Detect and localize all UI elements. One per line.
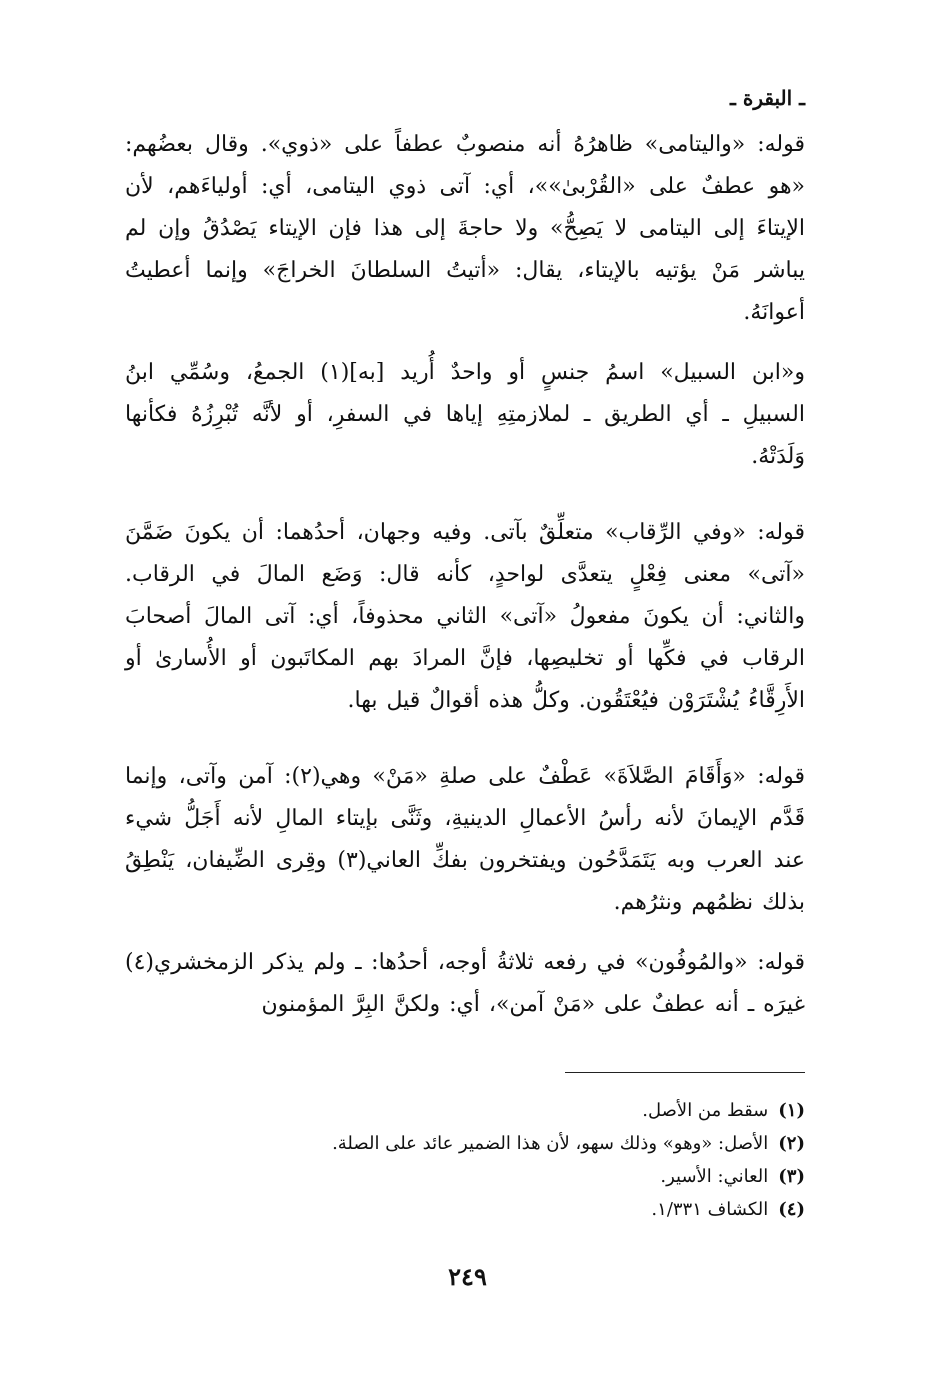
footnote-separator [565,1072,805,1073]
footnote-text: الأصل: «وهو» وذلك سهو، لأن هذا الضمير عائد على الصلة. [332,1133,769,1154]
footnote-item [125,1160,805,1193]
footnotes [125,1094,805,1226]
footnote-item [125,1094,805,1127]
footnote-number: (١) [778,1100,805,1121]
paragraph-al-mufun: قوله: «والمُوفُون» في رفعه ثلاثةُ أوجه، أحدُها: ـ ولم يذكر الزمخشري(٤) غيرَه ـ أنه عطفٌ على «مَنْ آمن»، أي: ولكنَّ البِرَّ المؤمنون [125,950,805,1017]
paragraph-aqama-al-salat: قوله: «وَأَقَامَ الصَّلاَةَ» عَطْفٌ على صلةِ «مَنْ» وهي(٢): آمن وآتى، وإنما قَدَّم الإيمانَ لأنه رأسُ الأعمالِ الدينيةِ، وثَنَّى بإيتاء المالِ لأنه أَجَلُّ شيء عند العرب وبه يَتَمَدَّحُون ويفتخرون بفكِّ العاني(٣) وقِرى الضِّيفان، يَنْطِقُ بذلك نظمُهم ونثرُهم. [125,764,805,915]
paragraph-al-riqab: قوله: «وفي الرِّقاب» متعلِّقٌ بآتى. وفيه وجهان، أحدُهما: أن يكونَ ضَمَّنَ «آتى» معنى فِعْلٍ يتعدَّى لواحدٍ، كأنه قال: وَضَع المالَ في الرقاب. والثاني: أن يكونَ مفعولُ «آتى» الثاني محذوفاً، أي: آتى المالَ أصحابَ الرقاب في فكِّها أو تخليصِها، فإنَّ المرادَ بهم المكاتَبون أو الأُسارىٰ أو الأَرِقَّاءُ يُشْتَرَوْن فيُعْتَقُون. وكلُّ هذه أقوالٌ قيل بها. [125,520,805,713]
footnote-text: الكشاف ١/٣٣١. [651,1199,769,1220]
running-head: ـ البقرة ـ [730,86,805,110]
paragraph-ibn-al-sabil: و«ابن السبيل» اسمُ جنسٍ أو واحدٌ أُريد [به](١) الجمعُ، وسُمِّي ابنُ السبيلِ ـ أي الطريق ـ لملازمتِهِ إياها في السفرِ، أو لأنَّه تُبْرِزُهُ فكأنها وَلَدَتْهُ. [125,360,806,469]
footnote-number: (٤) [778,1199,805,1220]
paragraph-yatama: قوله: «واليتامى» ظاهرُهُ أنه منصوبٌ عطفاً على «ذوي». وقال بعضُهم: «هو عطفٌ على «القُرْبىٰ»»، أي: آتى ذوي اليتامى، أي: أولياءَهم، لأن الإيتاءَ إلى اليتامى لا يَصِحُّ» ولا حاجةَ إلى هذا فإن الإيتاء يَصْدُقُ وإن لم يباشر مَنْ يؤتيه بالإيتاء، يقال: «أتيتُ السلطانَ الخراجَ» وإنما أعطيتُ أعوانَهُ. [125,132,805,325]
footnote-text: سقط من الأصل. [642,1100,769,1121]
footnote-number: (٣) [778,1166,805,1187]
paragraph-gap [125,924,805,942]
footnote-item [125,1127,805,1160]
paragraph-gap [125,722,805,756]
footnote-item [125,1193,805,1226]
main-text [125,124,805,1026]
paragraph-gap [125,334,805,352]
footnote-text: العاني: الأسير. [660,1166,769,1187]
paragraph-gap [125,478,805,512]
page-number: ٢٤٩ [448,1262,487,1291]
footnote-number: (٢) [778,1133,805,1154]
